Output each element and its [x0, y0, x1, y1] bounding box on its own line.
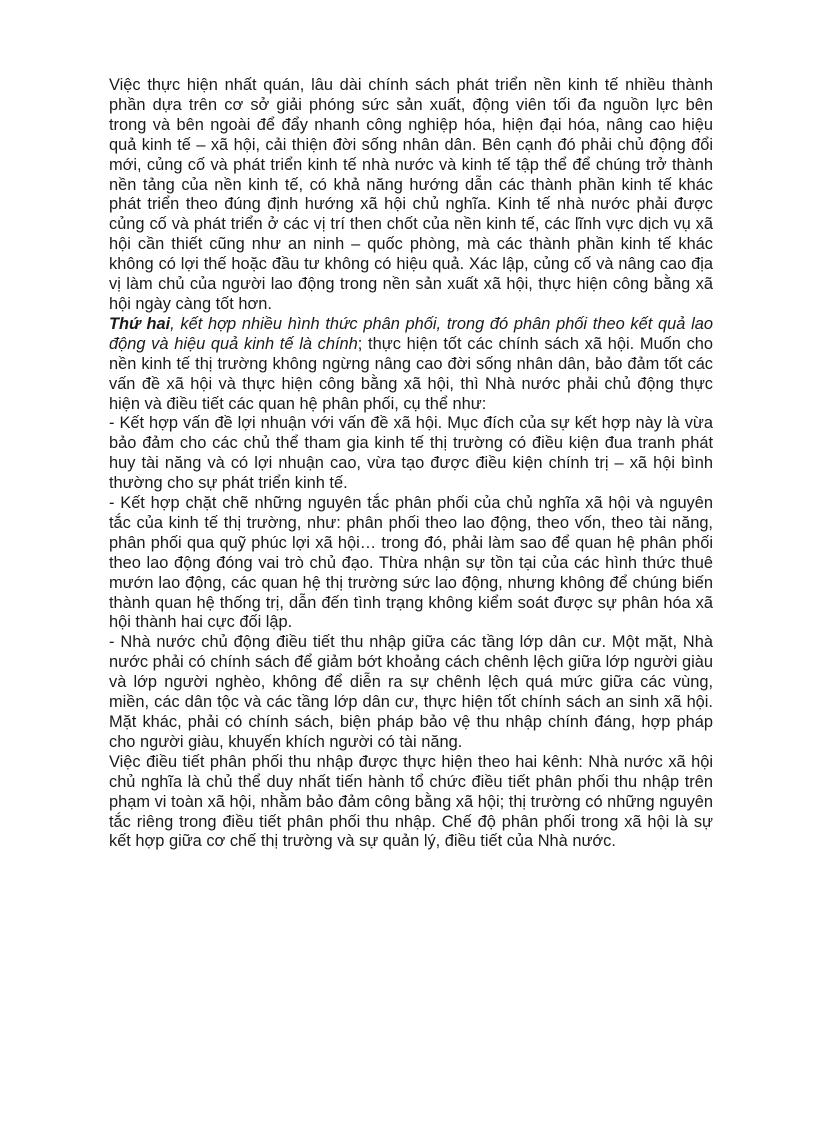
list-item-profit-social: - Kết hợp vấn đề lợi nhuận với vấn đề xã hội. Mục đích của sự kết hợp này là vừa bảo đảm cho các chủ thể tham gia kinh tế thị trường có điều kiện đua tranh phát huy tài năng và có lợi nhuận cao, vừa tạo được điều kiện chính trị – xã hội bình thường cho sự phát triển kinh tế. — [109, 414, 713, 493]
document-body — [109, 76, 713, 852]
paragraph-economic-policy: Việc thực hiện nhất quán, lâu dài chính sách phát triển nền kinh tế nhiều thành phần dựa trên cơ sở giải phóng sức sản xuất, động viên tối đa nguồn lực bên trong và bên ngoài để đẩy nhanh công nghiệp hóa, hiện đại hóa, nâng cao hiệu quả kinh tế – xã hội, cải thiện đời sống nhân dân. Bên cạnh đó phải chủ động đổi mới, củng cố và phát triển kinh tế nhà nước và kinh tế tập thể để chúng trở thành nền tảng của nền kinh tế, có khả năng hướng dẫn các thành phần kinh tế khác phát triển theo đúng định hướng xã hội chủ nghĩa. Kinh tế nhà nước phải được củng cố và phát triển ở các vị trí then chốt của nền kinh tế, các lĩnh vực dịch vụ xã hội cần thiết cũng như an ninh – quốc phòng, mà các thành phần kinh tế khác không có lợi thế hoặc đầu tư không có hiệu quả. Xác lập, củng cố và nâng cao địa vị làm chủ của người lao động trong nền sản xuất xã hội, thực hiện công bằng xã hội ngày càng tốt hơn. — [109, 76, 713, 313]
list-item-distribution-principles: - Kết hợp chặt chẽ những nguyên tắc phân phối của chủ nghĩa xã hội và nguyên tắc của kinh tế thị trường, như: phân phối theo lao động, theo vốn, theo tài năng, phân phối qua quỹ phúc lợi xã hội… trong đó, phải làm sao để quan hệ phân phối theo lao động đóng vai trò chủ đạo. Thừa nhận sự tồn tại của các hình thức thuê mướn lao động, các quan hệ thị trường sức lao động, nhưng không để chúng biến thành quan hệ thống trị, dẫn đến tình trạng không kiểm soát được sự phân hóa xã hội thành hai cực đối lập. — [109, 494, 713, 632]
list-item-income-regulation: - Nhà nước chủ động điều tiết thu nhập giữa các tầng lớp dân cư. Một mặt, Nhà nước phải có chính sách để giảm bớt khoảng cách chênh lệch giữa lớp người giàu và lớp người nghèo, không để diễn ra sự chênh lệch quá mức giữa các vùng, miền, các dân tộc và các tầng lớp dân cư, thực hiện tốt chính sách an sinh xã hội. Mặt khác, phải có chính sách, biện pháp bảo vệ thu nhập chính đáng, hợp pháp cho người giàu, khuyến khích người có tài năng. — [109, 633, 713, 751]
paragraph-income-channels: Việc điều tiết phân phối thu nhập được thực hiện theo hai kênh: Nhà nước xã hội chủ nghĩa là chủ thể duy nhất tiến hành tổ chức điều tiết phân phối thu nhập trên phạm vi toàn xã hội, nhằm bảo đảm công bằng xã hội; thị trường có những nguyên tắc riêng trong điều tiết phân phối thu nhập. Chế độ phân phối trong xã hội là sự kết hợp giữa cơ chế thị trường và sự quản lý, điều tiết của Nhà nước. — [109, 752, 713, 851]
second-point-heading: Thứ hai — [109, 314, 171, 333]
paragraph-second-point — [109, 315, 713, 415]
second-point-text: ; thực hiện tốt các chính sách xã hội. Muốn cho nền kinh tế thị trường không ngừng nâng cao đời sống nhân dân, bảo đảm tốt các vấn đề xã hội và thực hiện công bằng xã hội, thì Nhà nước phải chủ động thực hiện và điều tiết các quan hệ phân phối, cụ thể như: — [109, 334, 714, 413]
second-point-emphasis: , kết hợp nhiều hình thức phân phối, trong đó phân phối theo kết quả lao động và hiệu quả kinh tế là chính — [109, 314, 713, 353]
